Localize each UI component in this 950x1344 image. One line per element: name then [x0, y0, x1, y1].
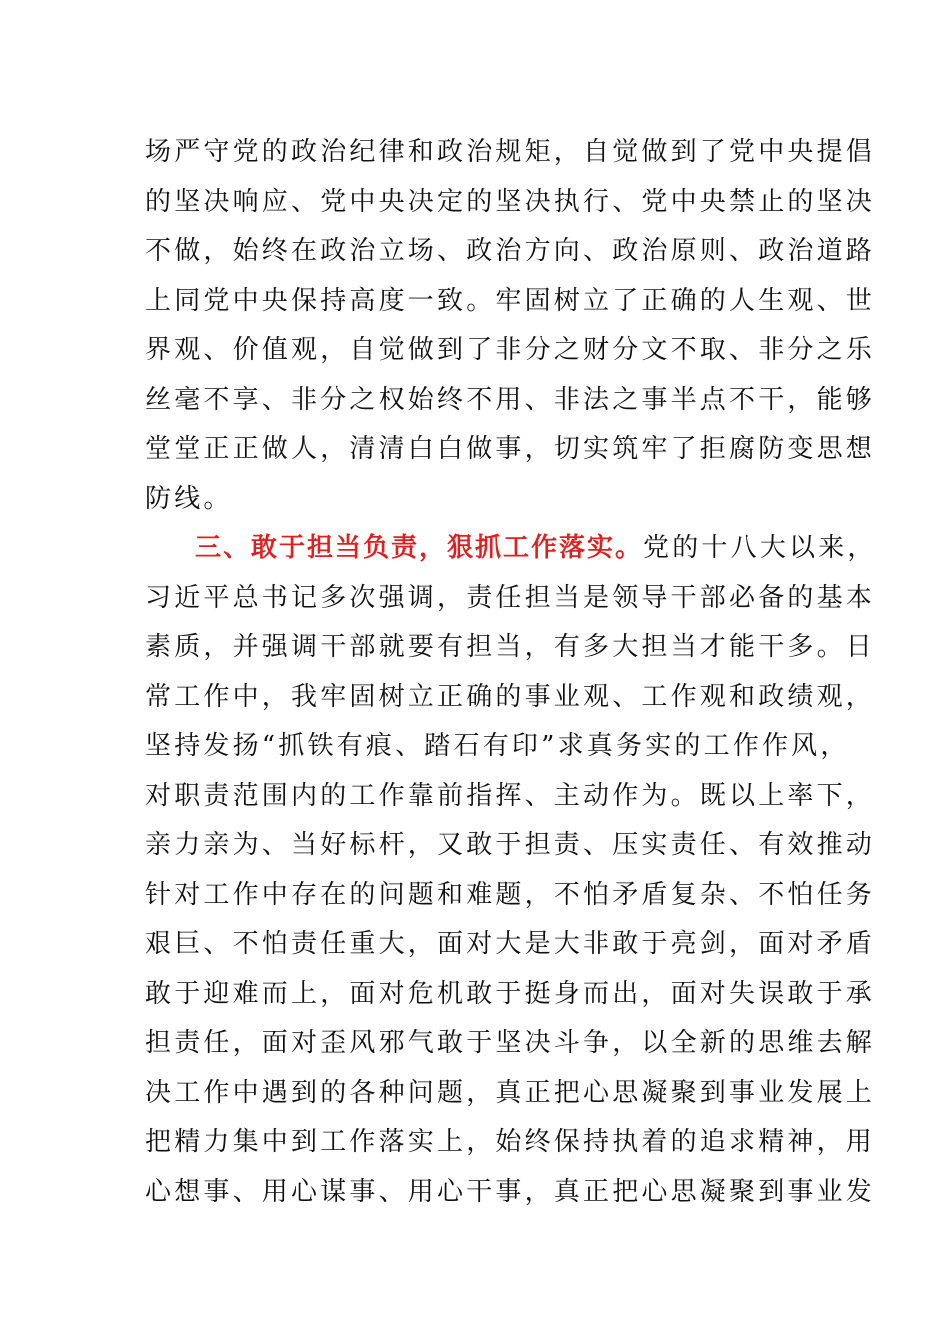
body-line: 的坚决响应、党中央决定的坚决执行、党中央禁止的坚决 — [145, 186, 876, 217]
body-line: 上同党中央保持高度一致。牢固树立了正确的人生观、世 — [145, 285, 876, 316]
body-line: 决工作中遇到的各种问题，真正把心思凝聚到事业发展上 — [145, 1077, 876, 1108]
body-line: 场严守党的政治纪律和政治规矩，自觉做到了党中央提倡 — [145, 137, 876, 167]
body-line: 亲力亲为、当好标杆，又敢于担责、压实责任、有效推动 — [145, 830, 876, 860]
body-line: 素质，并强调干部就要有担当，有多大担当才能干多。日 — [145, 632, 876, 662]
body-line: 界观、价值观，自觉做到了非分之财分文不取、非分之乐 — [145, 335, 876, 365]
section-first-line-text: 党的十八大以来， — [643, 533, 877, 563]
body-line: 艰巨、不怕责任重大，面对大是大非敢于亮剑，面对矛盾 — [145, 929, 876, 959]
document-body — [145, 128, 877, 1217]
body-line: 坚持发扬“抓铁有痕、踏石有印”求真务实的工作作风， — [145, 731, 850, 761]
body-line: 对职责范围内的工作靠前指挥、主动作为。既以上率下， — [145, 780, 876, 811]
body-line: 不做，始终在政治立场、政治方向、政治原则、政治道路 — [145, 236, 876, 266]
body-line: 担责任，面对歪风邪气敢于坚决斗争，以全新的思维去解 — [145, 1028, 876, 1058]
body-line: 心想事、用心谋事、用心干事，真正把心思凝聚到事业发 — [145, 1176, 876, 1207]
body-line: 堂堂正正做人，清清白白做事，切实筑牢了拒腐防变思想 — [145, 434, 876, 464]
body-line: 针对工作中存在的问题和难题，不怕矛盾复杂、不怕任务 — [145, 879, 876, 910]
body-line: 常工作中，我牢固树立正确的事业观、工作观和政绩观， — [145, 681, 876, 712]
body-line: 敢于迎难而上，面对危机敢于挺身而出，面对失误敢于承 — [145, 978, 876, 1009]
body-line: 把精力集中到工作落实上，始终保持执着的追求精神，用 — [145, 1127, 876, 1157]
body-line: 丝毫不享、非分之权始终不用、非法之事半点不干，能够 — [145, 384, 876, 415]
section-first-line — [145, 524, 877, 574]
section-heading: 三、敢于担当负责，狠抓工作落实。 — [195, 533, 644, 563]
body-line: 习近平总书记多次强调，责任担当是领导干部必备的基本 — [145, 582, 876, 613]
body-line: 防线。 — [145, 483, 233, 514]
